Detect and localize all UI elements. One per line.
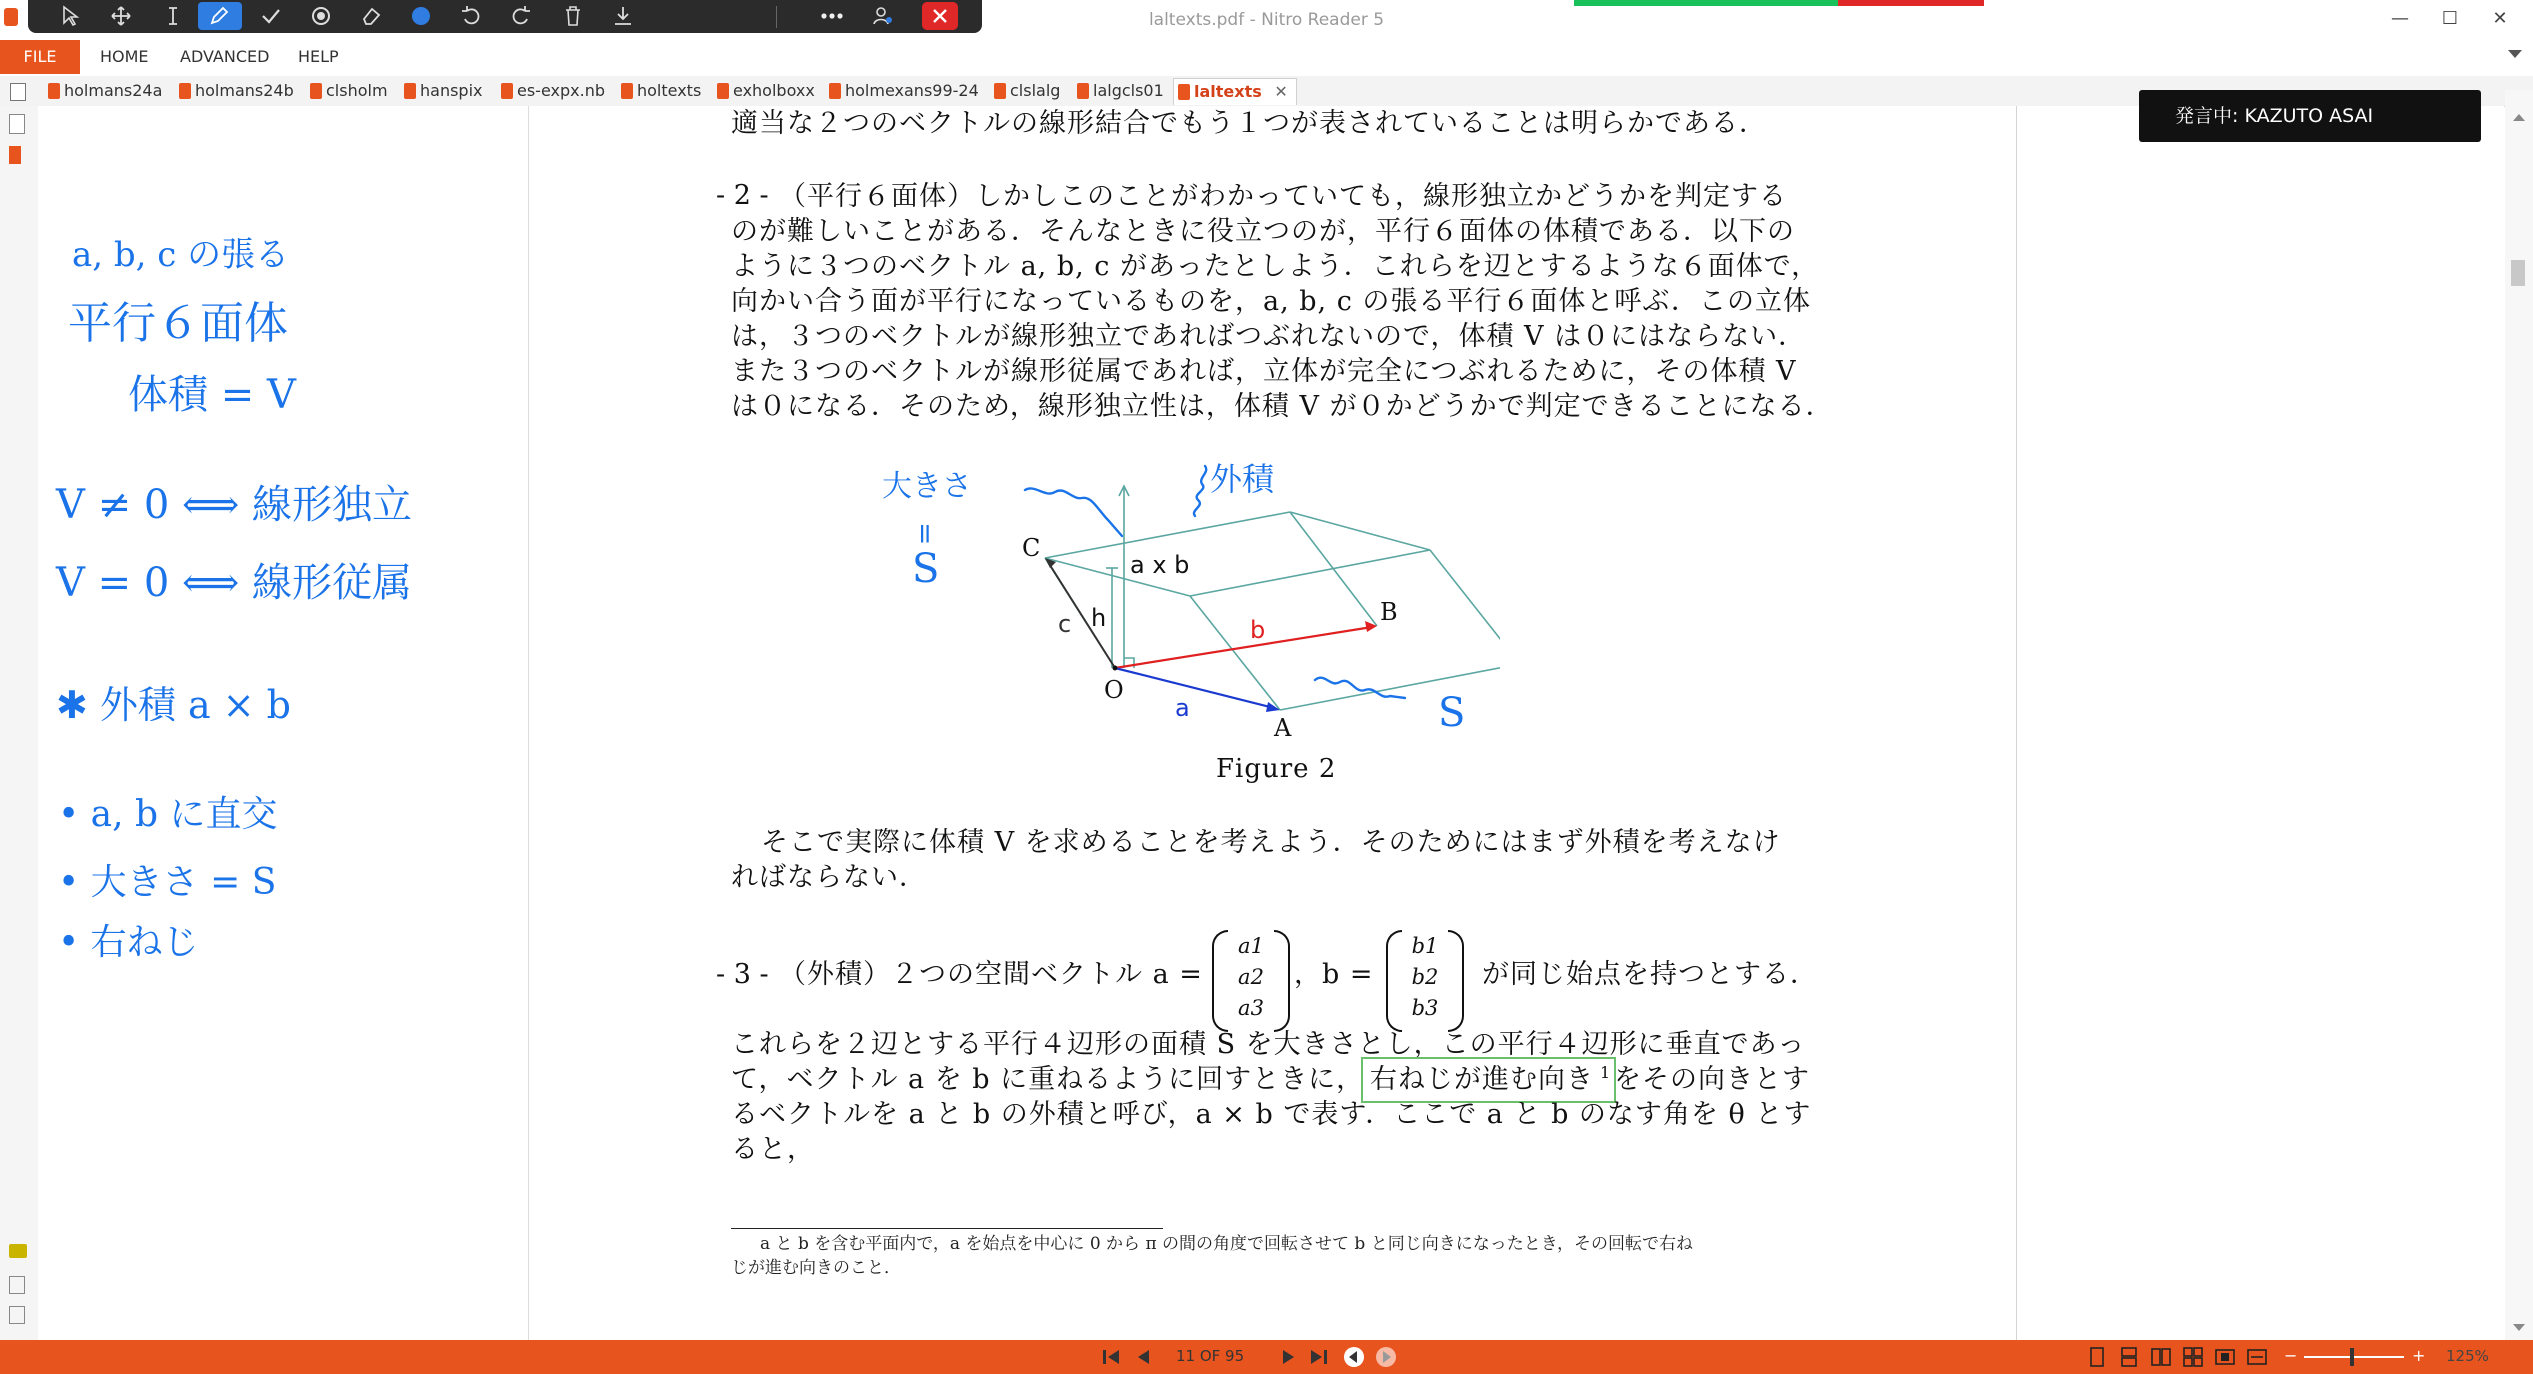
tab-holmexans99-24[interactable]: holmexans99-24: [825, 78, 979, 104]
sec3-highlight: 右ねじが進む向き: [1370, 1064, 1594, 1095]
ink-cross-product: 外積: [1210, 460, 1275, 498]
zoom-slider-thumb[interactable]: [2350, 1348, 2354, 1366]
pdf-icon: [621, 83, 633, 99]
tab-exholboxx[interactable]: exholboxx: [713, 78, 815, 104]
footnote-rule: [731, 1228, 1163, 1229]
tab-holmans24a[interactable]: holmans24a: [44, 78, 162, 104]
notes-pane: [38, 106, 529, 1340]
origin-point: [1113, 666, 1118, 671]
ink-squiggle-outer: [1194, 466, 1206, 516]
pdf-icon: [829, 83, 841, 99]
back-view-icon[interactable]: [1342, 1346, 1366, 1368]
forward-view-icon[interactable]: [1374, 1346, 1398, 1368]
share-user-icon[interactable]: [862, 2, 906, 30]
pdf-icon: [179, 83, 191, 99]
last-page-icon[interactable]: [1308, 1346, 1330, 1368]
sec3-line-2-post: をその向きとす: [1614, 1064, 1810, 1095]
label-h: h: [1091, 604, 1107, 632]
section-2-number: - 2 -: [716, 180, 769, 211]
pdf-icon: [994, 83, 1006, 99]
ink-S-right: S: [1438, 690, 1466, 736]
tab-clsholm[interactable]: clsholm: [306, 78, 388, 104]
pen-icon[interactable]: [198, 2, 242, 30]
paren-right: [1448, 930, 1464, 1032]
footnote-mark: 1: [1600, 1063, 1612, 1082]
status-bar: [0, 1340, 2533, 1374]
tab-hanspix[interactable]: hanspix: [400, 78, 483, 104]
window-title: laltexts.pdf - Nitro Reader 5: [1148, 10, 1385, 30]
sec3-line-1: これらを２辺とする平行４辺形の面積 S を大きさとし，この平行４辺形に垂直であっ: [731, 1029, 1806, 1060]
note-magnitude: • 大きさ = S: [58, 862, 277, 903]
ribbon-collapse-icon[interactable]: [2508, 50, 2522, 58]
tab-lalgcls01[interactable]: lalgcls01: [1073, 78, 1164, 104]
note-independent: V ≠ 0 ⟺ 線形独立: [56, 482, 413, 528]
vector-a: [1115, 668, 1274, 708]
sec3-comma-b: ，b =: [1294, 959, 1374, 990]
tab-close-icon[interactable]: ✕: [1274, 82, 1288, 101]
sec2-line-3: ように３つのベクトル a, b, c があったとしよう．これらを辺とするような６面体で，: [731, 251, 1820, 282]
pdf-icon: [1178, 84, 1190, 100]
vector-a-column: [1212, 930, 1290, 1030]
note-cross-product: ✱ 外積 a × b: [56, 683, 291, 727]
bookmarks-panel-icon[interactable]: [9, 146, 21, 164]
left-toolbar: [0, 106, 39, 1340]
redo-icon[interactable]: [500, 2, 544, 30]
pages-panel-icon[interactable]: [9, 114, 25, 134]
note-parallelepiped: 平行６面体: [68, 298, 288, 349]
edge-top-right: [1290, 512, 1430, 550]
zoom-out-icon[interactable]: −: [2284, 1346, 2298, 1365]
close-window-button[interactable]: ✕: [2492, 8, 2508, 29]
ribbon: [0, 40, 2533, 74]
pdf-icon: [501, 83, 513, 99]
paren-left: [1212, 930, 1228, 1032]
footnote-line-2: じが進む向きのこと．: [731, 1258, 901, 1278]
label-a: a: [1175, 694, 1190, 722]
facing-continuous-icon[interactable]: [2182, 1346, 2204, 1368]
sec2-line-7: は０になる．そのため，線形独立性は，体積 V が０かどうかで判定できることになる．: [731, 391, 1834, 422]
menu-help[interactable]: HELP: [298, 47, 339, 66]
vector-b-column: [1386, 930, 1464, 1030]
para-line-1: そこで実際に体積 V を求めることを考えよう．そのためにはまず外積を考えなけ: [761, 827, 1781, 858]
pdf-icon: [404, 83, 416, 99]
vec-a-1: a1: [1238, 934, 1264, 958]
continuous-view-icon[interactable]: [2118, 1346, 2140, 1368]
edge-back-mid: [1290, 512, 1377, 626]
pen-toolbar: [28, 0, 982, 33]
paren-right: [1274, 930, 1290, 1032]
label-B: B: [1380, 598, 1398, 626]
minimize-button[interactable]: —: [2391, 8, 2409, 29]
maximize-button[interactable]: ☐: [2441, 8, 2459, 29]
label-C: C: [1022, 534, 1041, 562]
ink-squiggle-axb: [1025, 488, 1122, 536]
note-right-screw: • 右ねじ: [58, 922, 199, 963]
pdf-icon: [48, 83, 60, 99]
undo-icon[interactable]: [450, 2, 494, 30]
sec2-line-5: は，３つのベクトルが線形独立であればつぶれないので，体積 V は０にはならない．: [731, 321, 1807, 352]
menu-advanced[interactable]: ADVANCED: [180, 47, 270, 66]
file-menu[interactable]: FILE: [0, 40, 80, 74]
tab-laltexts[interactable]: laltexts ✕: [1173, 78, 1297, 105]
layers-panel-icon[interactable]: [9, 1306, 25, 1324]
para-line-2: ればならない．: [731, 862, 927, 893]
text-line-top: 適当な２つのベクトルの線形結合でもう１つが表されていることは明らかである．: [731, 108, 1767, 139]
vec-a-3: a3: [1238, 996, 1264, 1020]
text-cursor-icon[interactable]: [152, 2, 196, 30]
page-indicator[interactable]: 11 OF 95: [1176, 1347, 1245, 1365]
ink-S-left: S: [912, 546, 940, 592]
fit-width-icon[interactable]: [2246, 1346, 2268, 1368]
tab-es-expx[interactable]: es-expx.nb: [497, 78, 605, 104]
prev-page-icon[interactable]: [1132, 1346, 1154, 1368]
pdf-icon: [310, 83, 322, 99]
speaker-indicator: 発言中: KAZUTO ASAI: [2139, 90, 2481, 142]
first-page-icon[interactable]: [1100, 1346, 1122, 1368]
vertical-scrollbar[interactable]: [2505, 90, 2533, 1340]
tab-holmans24b[interactable]: holmans24b: [175, 78, 294, 104]
pdf-icon: [717, 83, 729, 99]
trash-icon[interactable]: [552, 2, 596, 30]
app-logo-icon: [4, 8, 18, 26]
scroll-up-icon[interactable]: [2513, 114, 2525, 121]
toolbar-divider: [776, 6, 777, 28]
tab-list-icon[interactable]: [10, 83, 26, 101]
move-icon[interactable]: [100, 2, 144, 30]
attachments-panel-icon[interactable]: [9, 1276, 25, 1294]
handwritten-notes: [38, 106, 528, 1340]
vec-b-2: b2: [1411, 965, 1439, 989]
fit-page-icon[interactable]: [2214, 1346, 2236, 1368]
scroll-down-icon[interactable]: [2513, 1324, 2525, 1331]
edge-bottom: [1280, 664, 1500, 710]
presence-red: [1838, 0, 1984, 6]
comments-panel-icon[interactable]: [9, 1244, 27, 1258]
edge-right: [1430, 550, 1500, 664]
select-arrow-icon[interactable]: [50, 2, 94, 30]
sec2-line-2: のが難しいことがある．そんなときに役立つのが，平行６面体の体積である．以下の: [731, 216, 1795, 247]
vector-b: [1115, 627, 1372, 668]
page-edge: [2016, 106, 2017, 1340]
ink-magnitude: 大きさ: [882, 469, 972, 504]
sec3-tail: が同じ始点を持つとする．: [1482, 959, 1818, 990]
sec2-line-4: 向かい合う面が平行になっているものを，a, b, c の張る平行６面体と呼ぶ．この立体: [731, 286, 1811, 317]
tab-clslalg[interactable]: clslalg: [990, 78, 1060, 104]
label-A: A: [1274, 714, 1292, 742]
eraser-icon[interactable]: [350, 2, 394, 30]
sec2-line-6: また３つのベクトルが線形従属であれば，立体が完全につぶれるために，その体積 V: [731, 356, 1797, 387]
edge-front-mid: [1190, 550, 1430, 596]
close-icon[interactable]: [922, 2, 958, 30]
vec-b-3: b3: [1411, 996, 1439, 1020]
menu-home[interactable]: HOME: [100, 47, 149, 66]
more-icon[interactable]: [810, 2, 854, 30]
stamp-icon[interactable]: [300, 2, 344, 30]
sec3-line-2-pre: て，ベクトル a を b に重ねるように回すときに，: [731, 1064, 1365, 1095]
vec-b-1: b1: [1411, 934, 1439, 958]
paren-left: [1386, 930, 1402, 1032]
single-page-view-icon[interactable]: [2086, 1346, 2108, 1368]
pdf-icon: [1077, 83, 1089, 99]
note-spanned-by: a, b, c の張る: [72, 235, 290, 275]
facing-view-icon[interactable]: [2150, 1346, 2172, 1368]
sec3-line-4: ると，: [731, 1134, 815, 1165]
sec3-line-3: るベクトルを a と b の外積と呼び，a × b で表す．ここで a と b のなす角を θ とす: [731, 1099, 1812, 1130]
zoom-slider[interactable]: [2304, 1356, 2404, 1358]
label-O: O: [1104, 676, 1124, 704]
figure-caption: Figure 2: [1216, 754, 1337, 784]
next-page-icon[interactable]: [1278, 1346, 1300, 1368]
scrollbar-thumb[interactable]: [2511, 260, 2525, 286]
sec2-line-1: （平行６面体）しかしこのことがわかっていても，線形独立かどうかを判定する: [779, 181, 1787, 212]
sec3-intro: （外積）２つの空間ベクトル a =: [779, 959, 1203, 990]
note-orthogonal: • a, b に直交: [58, 794, 278, 835]
footnote-line-1: a と b を含む平面内で，a を始点を中心に 0 から π の間の角度で回転させて b と同じ向きになったとき，その回転で右ね: [760, 1234, 1694, 1254]
presence-green: [1574, 0, 1838, 6]
ink-equals: =: [909, 522, 942, 546]
note-dependent: V = 0 ⟺ 線形従属: [56, 560, 413, 606]
tab-holtexts[interactable]: holtexts: [617, 78, 701, 104]
label-b: b: [1250, 616, 1266, 644]
label-axb: a x b: [1130, 551, 1190, 579]
figure-2: [860, 450, 1500, 780]
section-3-number: - 3 -: [716, 959, 769, 990]
color-dot-icon[interactable]: [400, 2, 444, 30]
download-icon[interactable]: [602, 2, 646, 30]
vec-a-2: a2: [1238, 965, 1264, 989]
note-volume: 体積 = V: [128, 372, 296, 418]
zoom-level[interactable]: 125%: [2446, 1347, 2489, 1365]
label-c: c: [1058, 610, 1072, 638]
check-icon[interactable]: [250, 2, 294, 30]
zoom-in-icon[interactable]: +: [2412, 1346, 2426, 1365]
